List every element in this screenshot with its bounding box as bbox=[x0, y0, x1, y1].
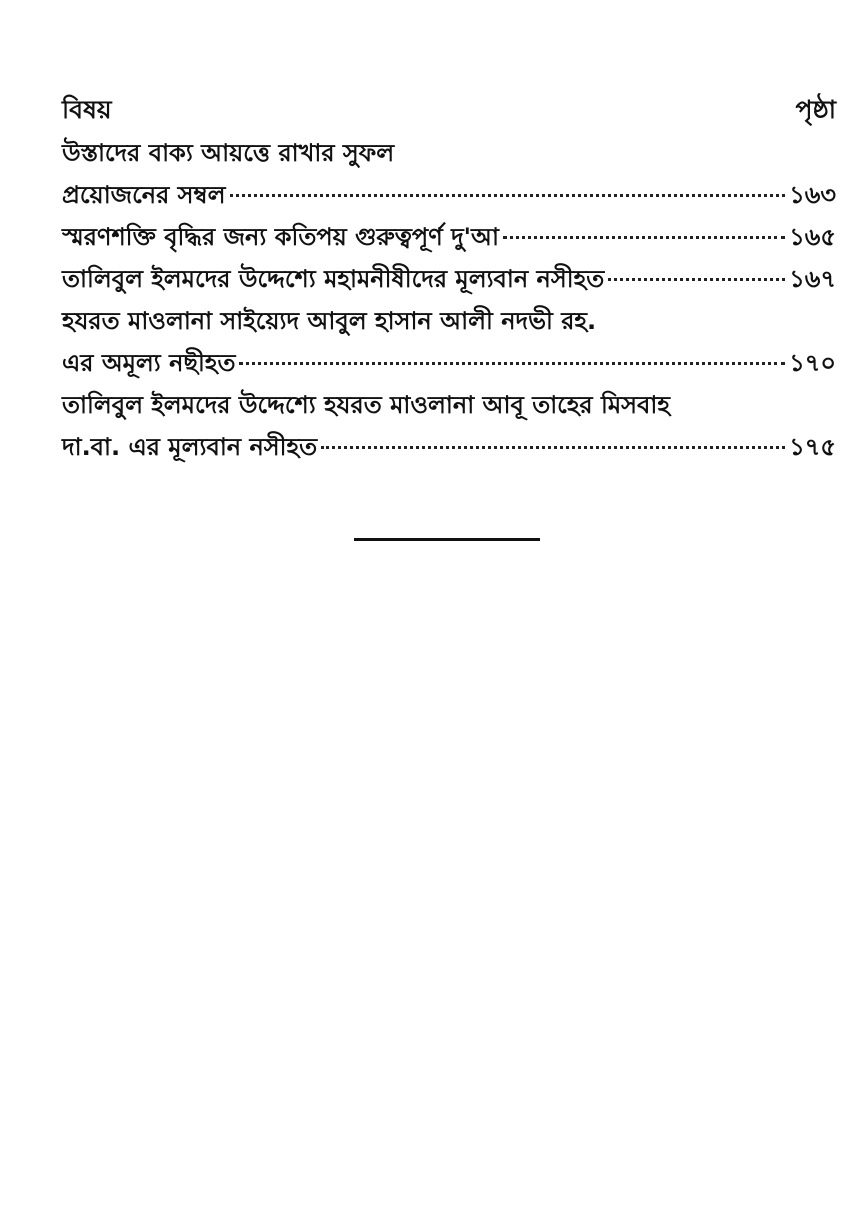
toc-entry-title: তালিবুল ইলমদের উদ্দেশ্যে মহামনীষীদের মূল্যবান নসীহত bbox=[62, 265, 605, 293]
toc-entry-page: ১৬৫ bbox=[789, 223, 836, 251]
toc-entry-line bbox=[62, 426, 836, 468]
toc-entry-line bbox=[62, 384, 836, 426]
toc-entry-page: ১৭৫ bbox=[789, 433, 836, 461]
section-divider bbox=[354, 538, 540, 541]
toc-entry-title: স্মরণশক্তি বৃদ্ধির জন্য কতিপয় গুরুত্বপূর্ণ দু'আ bbox=[62, 223, 500, 251]
toc-entry-page: ১৬৩ bbox=[789, 181, 836, 209]
toc-entry-title: হযরত মাওলানা সাইয়্যেদ আবুল হাসান আলী নদভী রহ. bbox=[62, 307, 597, 335]
toc-header bbox=[62, 88, 836, 132]
toc-entry-line bbox=[62, 132, 836, 174]
toc-entry-line bbox=[62, 300, 836, 342]
toc-entry-title: প্রয়োজনের সম্বল bbox=[62, 181, 226, 209]
toc-entry-page: ১৬৭ bbox=[789, 265, 836, 293]
toc-entry-title: এর অমূল্য নছীহত bbox=[62, 349, 236, 377]
dot-leader bbox=[503, 236, 785, 239]
topic-column-label: বিষয় bbox=[62, 95, 112, 124]
dot-leader bbox=[608, 278, 785, 281]
dot-leader bbox=[239, 362, 785, 365]
toc-entry-title: উস্তাদের বাক্য আয়ত্তে রাখার সুফল bbox=[62, 139, 395, 167]
toc-entry-line bbox=[62, 258, 836, 300]
table-of-contents bbox=[62, 88, 836, 468]
toc-entry-page: ১৭০ bbox=[789, 349, 836, 377]
toc-entry-line bbox=[62, 216, 836, 258]
page-column-label: পৃষ্ঠা bbox=[795, 95, 836, 124]
toc-entry-title: তালিবুল ইলমদের উদ্দেশ্যে হযরত মাওলানা আবূ তাহের মিসবাহ bbox=[62, 391, 670, 419]
dot-leader bbox=[230, 194, 786, 197]
toc-entry-title: দা.বা. এর মূল্যবান নসীহত bbox=[62, 433, 318, 461]
dot-leader bbox=[321, 446, 785, 449]
toc-entry-line bbox=[62, 174, 836, 216]
toc-entry-line bbox=[62, 342, 836, 384]
